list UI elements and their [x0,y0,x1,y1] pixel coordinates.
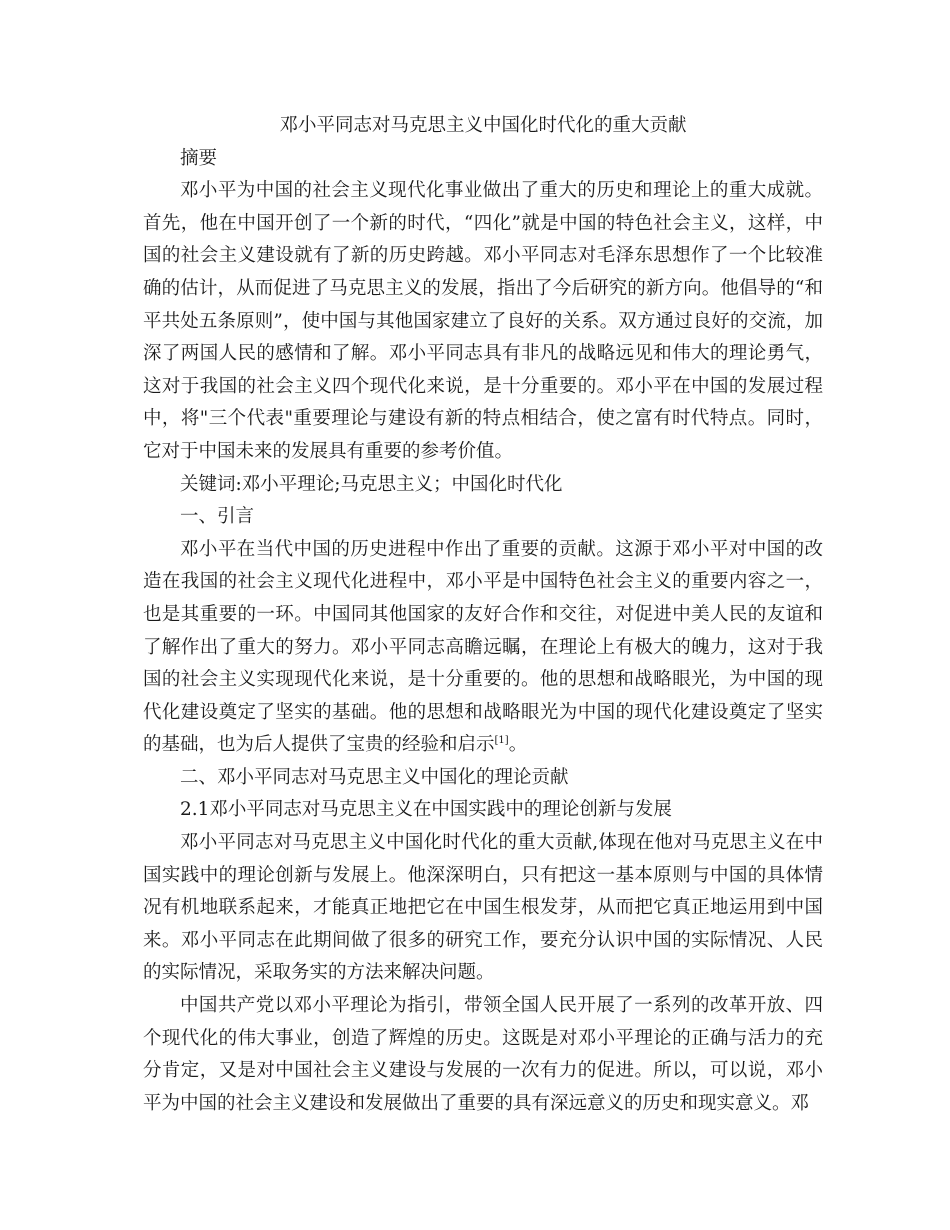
section-1-text: 邓小平在当代中国的历史进程中作出了重要的贡献。这源于邓小平对中国的改造在我国的社会主义现代化进程中，邓小平是中国特色社会主义的重要内容之一，也是其重要的一环。中国同其他国家的友好合作和交往，对促进中美人民的友谊和了解作出了重大的努力。邓小平同志高瞻远瞩，在理论上有极大的魄力，这对于我国的社会主义实现现代化来说，是十分重要的。他的思想和战略眼光，为中国的现代化建设奠定了坚实的基础。他的思想和战略眼光为中国的现代化建设奠定了坚实的基础，也为后人提供了宝贵的经验和启示 [143,538,823,756]
section-1-heading: 一、引言 [180,506,255,528]
section-2-heading: 二、邓小平同志对马克思主义中国化的理论贡献 [180,766,569,788]
document-page [143,110,823,1120]
abstract-heading: 摘要 [180,147,218,169]
abstract-paragraph: 邓小平为中国的社会主义现代化事业做出了重大的历史和理论上的重大成就。首先，他在中国开创了一个新的时代，“四化”就是中国的特色社会主义，这样，中国的社会主义建设就有了新的历史跨越。邓小平同志对毛泽东思想作了一个比较准确的估计，从而促进了马克思主义的发展，指出了今后研究的新方向。他倡导的“和平共处五条原则”，使中国与其他国家建立了良好的关系。双方通过良好的交流，加深了两国人民的感情和了解。邓小平同志具有非凡的战略远见和伟大的理论勇气，这对于我国的社会主义四个现代化来说，是十分重要的。邓小平在中国的发展过程中，将"三个代表"重要理论与建设有新的特点相结合，使之富有时代特点。同时，它对于中国未来的发展具有重要的参考价值。 [143,180,823,462]
document-title: 邓小平同志对马克思主义中国化时代化的重大贡献 [279,115,687,136]
section-2-1-paragraph-1: 邓小平同志对马克思主义中国化时代化的重大贡献,体现在他对马克思主义在中国实践中的理论创新与发展上。他深深明白，只有把这一基本原则与中国的具体情况有机地联系起来，才能真正地把它在中国生根发芽，从而把它真正地运用到中国来。邓小平同志在此期间做了很多的研究工作，要充分认识中国的实际情况、人民的实际情况，采取务实的方法来解决问题。 [143,832,823,984]
keywords-line: 关键词:邓小平理论;马克思主义；中国化时代化 [180,473,563,495]
citation-1: [1] [494,735,509,747]
section-1-end: 。 [508,734,528,756]
section-2-1-heading: 2.1邓小平同志对马克思主义在中国实践中的理论创新与发展 [180,799,672,821]
section-2-1-paragraph-2: 中国共产党以邓小平理论为指引，带领全国人民开展了一系列的改革开放、四个现代化的伟大事业，创造了辉煌的历史。这既是对邓小平理论的正确与活力的充分肯定，又是对中国社会主义建设与发展的一次有力的促进。所以，可以说，邓小平为中国的社会主义建设和发展做出了重要的具有深远意义的历史和现实意义。邓 [143,995,823,1114]
section-1-paragraph [143,534,823,762]
